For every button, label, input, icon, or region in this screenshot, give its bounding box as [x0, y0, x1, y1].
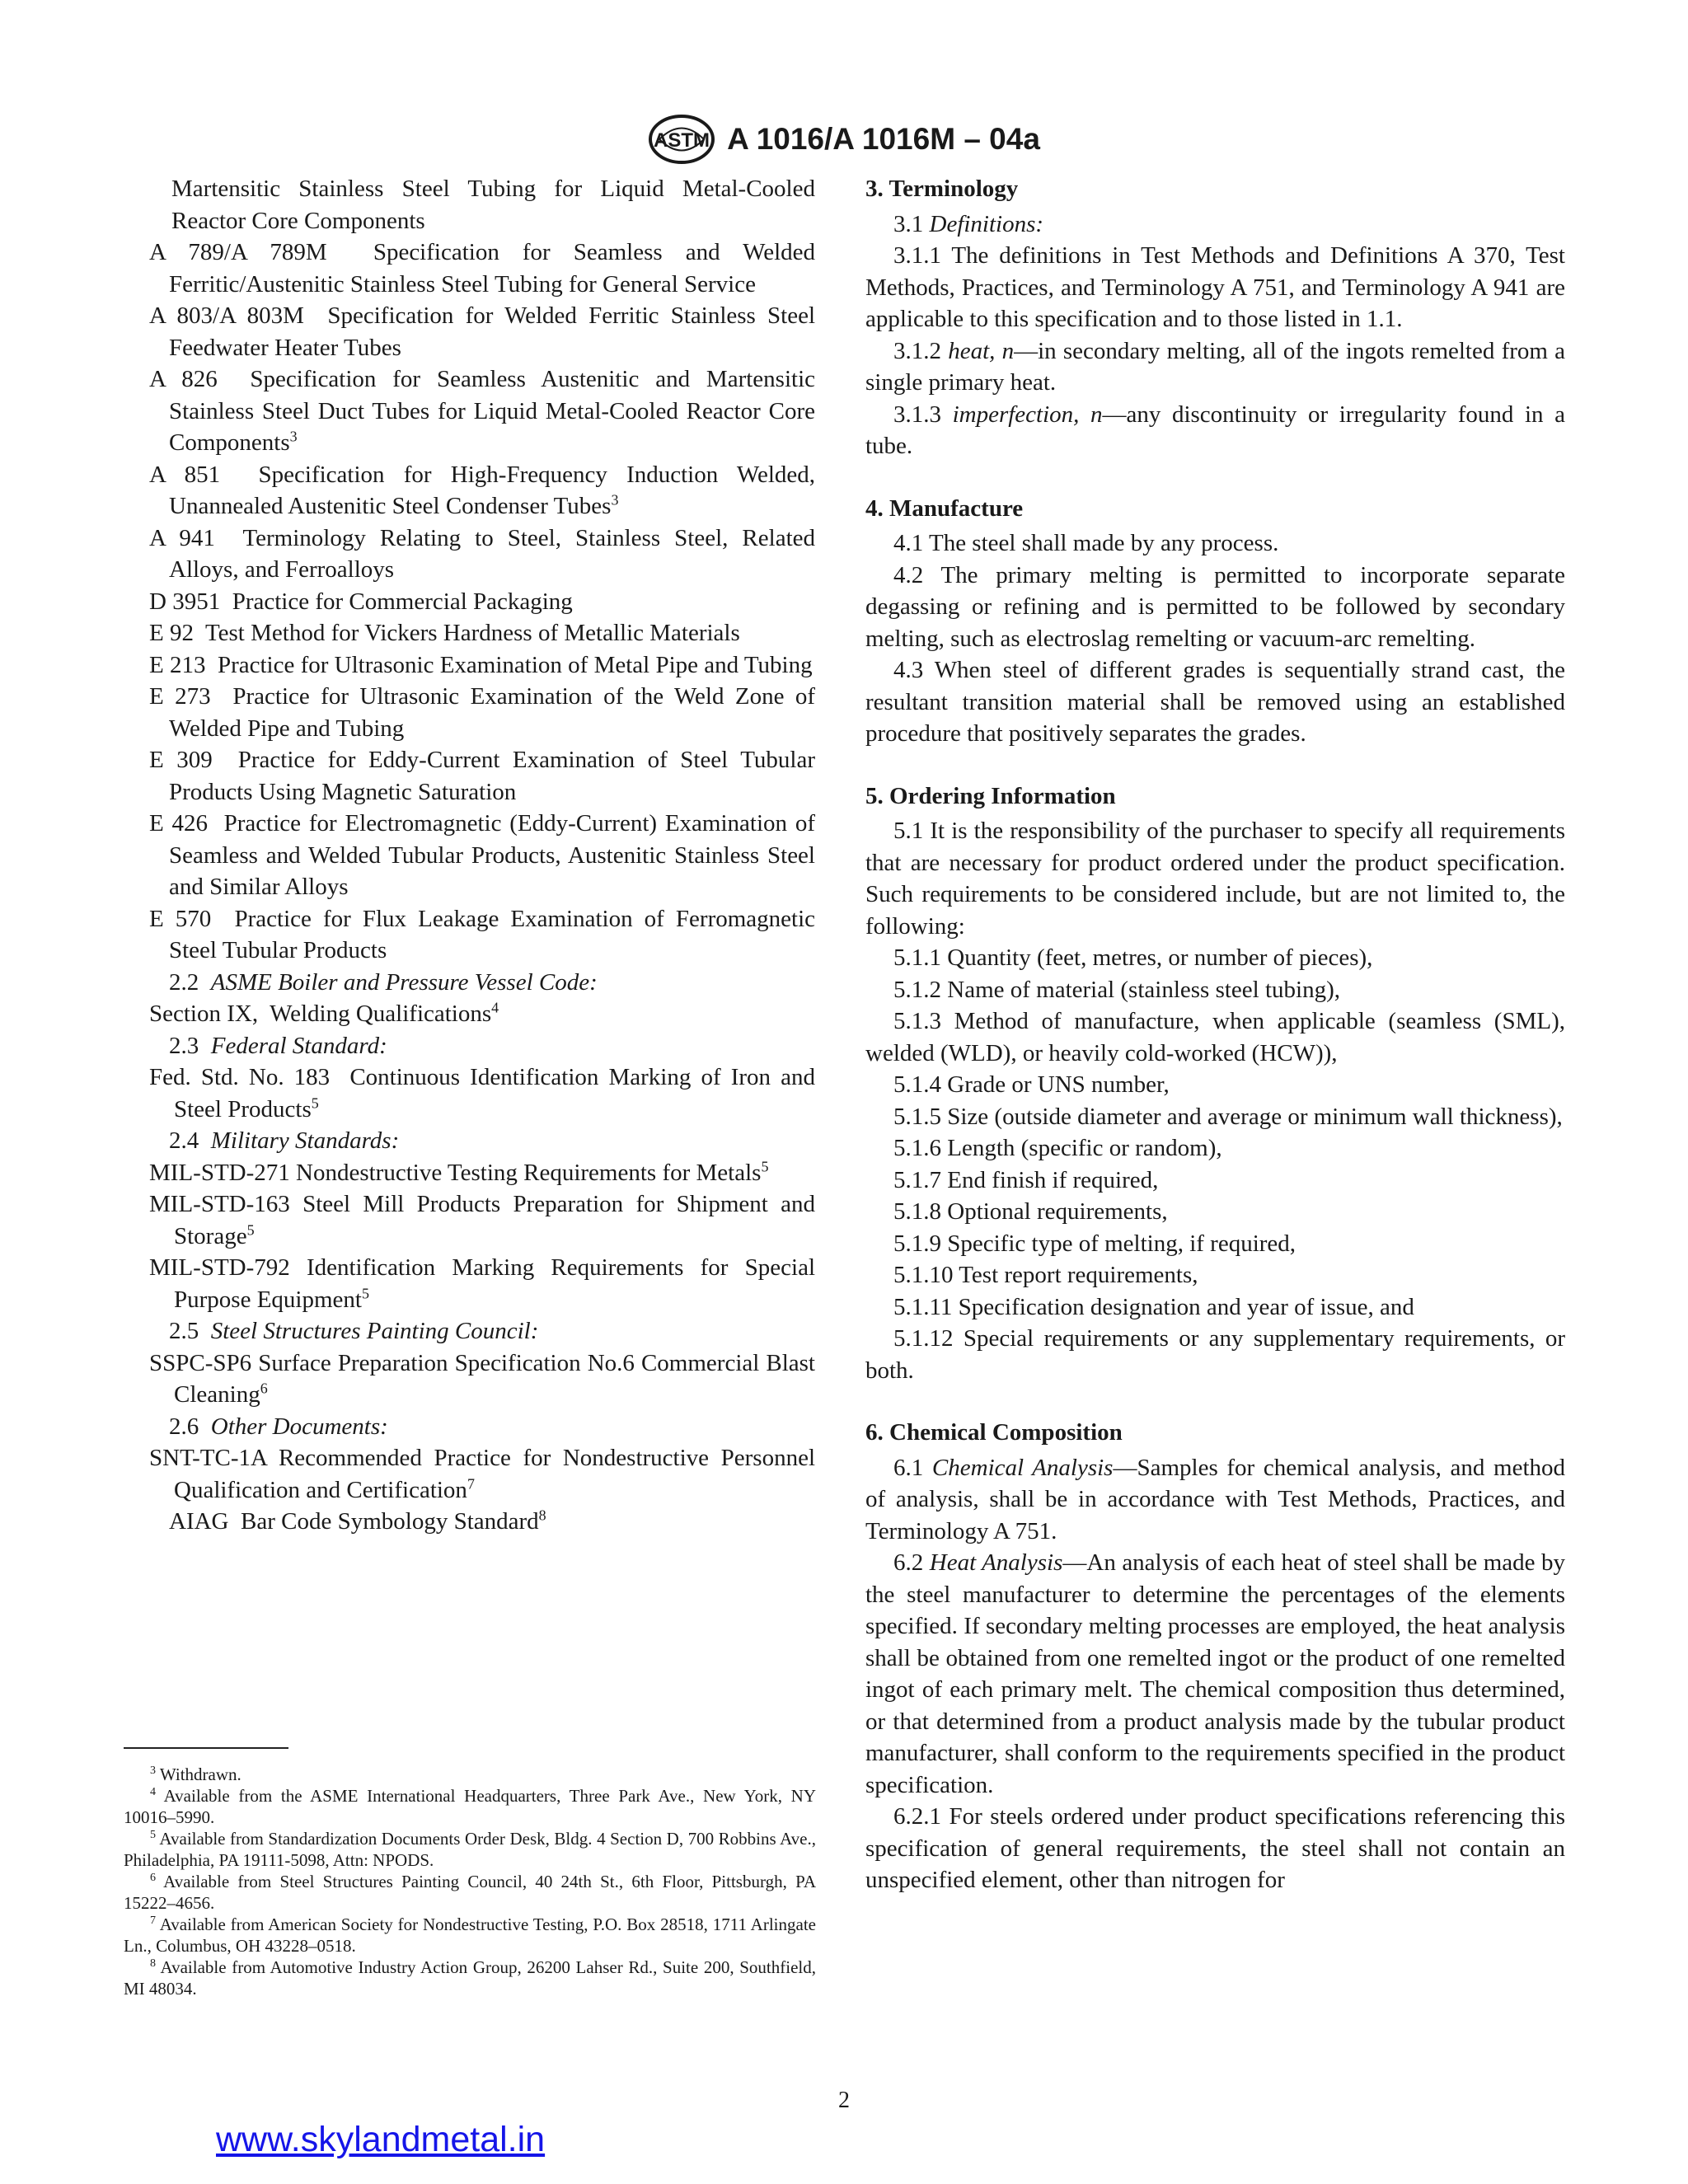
list-item: 5.1.5 Size (outside diameter and average or minimum wall thickness), — [893, 1103, 1563, 1130]
paragraph: 3.1.2 heat, n—in secondary melting, all of the ingots remelted from a single primary heat. — [865, 337, 1566, 396]
subsection-heading: 2.4 Military Standards: — [169, 1127, 400, 1154]
website-link[interactable]: www.skylandmetal.in — [216, 2120, 546, 2159]
footnote: $^7$ Available from American Society for Nondestructive Testing, P.O. Box 28518, 1711 Arlingate Ln., Columbus, OH 43228–0518. — [124, 1915, 816, 1956]
page-header — [0, 114, 1688, 165]
subsection-heading: 2.2 ASME Boiler and Pressure Vessel Code: — [169, 968, 598, 996]
paragraph: 3.1 Definitions: — [893, 210, 1044, 237]
footnote: $^8$ Available from Automotive Industry Action Group, 26200 Lahser Rd., Suite 200, Southfield, MI 48034. — [124, 1957, 816, 1999]
section-heading-terminology: 3. Terminology — [865, 176, 1019, 202]
reference-item: E 309 Practice for Eddy-Current Examination of Steel Tubular Products Using Magnetic Saturation — [149, 747, 815, 805]
paragraph: 6.2 Heat Analysis—An analysis of each heat of steel shall be made by the steel manufacturer to determine the percentages of the elements specified. If secondary melting processes are employed, the heat analysis shall be obtained from one remelted ingot or the product of one remelted ingot of each primary melt. The chemical composition thus determined, or that determined from a product analysis made by the tubular product manufacturer, shall conform to the requirements specified in the product specification. — [865, 1549, 1566, 1798]
paragraph: 4.3 When steel of different grades is sequentially strand cast, the resultant transition material shall be removed using an established procedure that positively separates the grades. — [865, 657, 1565, 747]
reference-item: E 570 Practice for Flux Leakage Examination of Ferromagnetic Steel Tubular Products — [149, 905, 816, 963]
list-item: 5.1.8 Optional requirements, — [893, 1198, 1168, 1225]
reference-item: E 426 Practice for Electromagnetic (Eddy-Current) Examination of Seamless and Welded Tubular Products, Austenitic Stainless Steel and Similar Alloys — [149, 810, 815, 900]
right-column — [865, 173, 1565, 1896]
list-item: 5.1.1 Quantity (feet, metres, or number of pieces), — [893, 944, 1373, 971]
reference-item: MIL-STD-271 Nondestructive Testing Requirements for Metals$^5$ — [149, 1157, 769, 1186]
list-item: 5.1.6 Length (specific or random), — [893, 1135, 1222, 1161]
reference-item: A 826 Specification for Seamless Austenitic and Martensitic Stainless Steel Duct Tubes for Liquid Metal-Cooled Reactor Core Components$^3$ — [149, 366, 815, 456]
paragraph: 6.1 Chemical Analysis—Samples for chemical analysis, and method of analysis, shall be in accordance with Test Methods, Practices, and Terminology A 751. — [865, 1454, 1566, 1544]
list-item: 5.1.9 Specific type of melting, if required, — [893, 1230, 1296, 1257]
reference-item: E 92 Test Method for Vickers Hardness of Metallic Materials — [149, 620, 740, 646]
subsection-heading: 2.6 Other Documents: — [169, 1413, 388, 1440]
reference-item: AIAG Bar Code Symbology Standard$^8$ — [169, 1507, 546, 1535]
list-item: 5.1.11 Specification designation and year of issue, and — [893, 1293, 1414, 1320]
paragraph: 4.1 The steel shall made by any process. — [893, 530, 1279, 556]
reference-item: D 3951 Practice for Commercial Packaging — [149, 588, 573, 615]
svg-text:ASTM: ASTM — [654, 129, 710, 152]
paragraph: 5.1 It is the responsibility of the purchaser to specify all requirements that are necessary for product ordered under the product specification. Such requirements to be considered include, but are not limited to, the following: — [865, 818, 1565, 940]
list-item: 5.1.12 Special requirements or any supplementary requirements, or both. — [865, 1325, 1565, 1384]
document-title: A 1016/A 1016M – 04a — [727, 122, 1040, 156]
reference-item: E 273 Practice for Ultrasonic Examination of the Weld Zone of Welded Pipe and Tubing — [149, 683, 815, 742]
footnote: $^4$ Available from the ASME International Headquarters, Three Park Ave., New York, NY 10016–5990. — [124, 1786, 816, 1827]
footnote: $^6$ Available from Steel Structures Painting Council, 40 24th St., 6th Floor, Pittsburgh, PA 15222–4656. — [124, 1872, 816, 1913]
reference-item: MIL-STD-163 Steel Mill Products Preparation for Shipment and Storage$^5$ — [149, 1191, 815, 1249]
reference-item: Martensitic Stainless Steel Tubing for Liquid Metal-Cooled Reactor Core Components — [171, 176, 815, 234]
reference-item: A 941 Terminology Relating to Steel, Stainless Steel, Related Alloys, and Ferroalloys — [149, 524, 815, 583]
list-item: 5.1.7 End finish if required, — [893, 1166, 1159, 1193]
reference-item: A 789/A 789M Specification for Seamless and Welded Ferritic/Austenitic Stainless Steel Tubing for General Service — [149, 239, 816, 298]
paragraph: 3.1.1 The definitions in Test Methods and Definitions A 370, Test Methods, Practices, and Terminology A 751, and Terminology A 941 are applicable to this specification and to those listed in 1.1. — [865, 242, 1565, 332]
paragraph: 6.2.1 For steels ordered under product specifications referencing this specification of general requirements, the steel shall not contain an unspecified element, other than nitrogen for — [865, 1803, 1565, 1893]
section-heading-chemical-composition: 6. Chemical Composition — [865, 1419, 1123, 1446]
subsection-heading: 2.3 Federal Standard: — [169, 1032, 387, 1059]
list-item: 5.1.10 Test report requirements, — [893, 1262, 1198, 1288]
list-item: 5.1.4 Grade or UNS number, — [893, 1071, 1170, 1098]
subsection-heading: 2.5 Steel Structures Painting Council: — [169, 1318, 539, 1344]
reference-item: A 851 Specification for High-Frequency Induction Welded, Unannealed Austenitic Steel Condenser Tubes$^3$ — [149, 461, 816, 519]
reference-item: SNT-TC-1A Recommended Practice for Nondestructive Personnel Qualification and Certification$^7$ — [149, 1445, 815, 1503]
paragraph: 3.1.3 imperfection, n—any discontinuity or irregularity found in a tube. — [865, 401, 1566, 459]
reference-item: A 803/A 803M Specification for Welded Ferritic Stainless Steel Feedwater Heater Tubes — [149, 302, 816, 361]
reference-item: MIL-STD-792 Identification Marking Requirements for Special Purpose Equipment$^5$ — [149, 1254, 815, 1313]
section-heading-manufacture: 4. Manufacture — [865, 494, 1024, 522]
reference-item: Fed. Std. No. 183 Continuous Identification Marking of Iron and Steel Products$^5$ — [149, 1064, 815, 1122]
left-column — [149, 173, 815, 1538]
list-item: 5.1.3 Method of manufacture, when applicable (seamless (SML), welded (WLD), or heavily cold-worked (HCW)), — [865, 1008, 1565, 1066]
footnote-rule — [124, 1747, 288, 1749]
section-heading-ordering-information: 5. Ordering Information — [865, 782, 1116, 809]
footnote: $^3$ Withdrawn. — [150, 1765, 241, 1784]
list-item: 5.1.2 Name of material (stainless steel tubing), — [893, 976, 1340, 1003]
paragraph: 4.2 The primary melting is permitted to incorporate separate degassing or refining and is permitted to be followed by secondary melting, such as electroslag remelting or vacuum-arc remelting. — [865, 561, 1565, 652]
reference-item: SSPC-SP6 Surface Preparation Specification No.6 Commercial Blast Cleaning$^6$ — [149, 1349, 815, 1408]
reference-item: E 213 Practice for Ultrasonic Examination of Metal Pipe and Tubing — [149, 651, 813, 678]
footnote: $^5$ Available from Standardization Documents Order Desk, Bldg. 4 Section D, 700 Robbins Ave., Philadelphia, PA 19111-5098, Attn: NPODS. — [124, 1829, 817, 1870]
footnotes — [124, 1764, 816, 1999]
astm-logo-icon — [648, 114, 715, 165]
reference-item: Section IX, Welding Qualifications$^4$ — [149, 999, 499, 1027]
page-number: 2 — [838, 2088, 850, 2113]
